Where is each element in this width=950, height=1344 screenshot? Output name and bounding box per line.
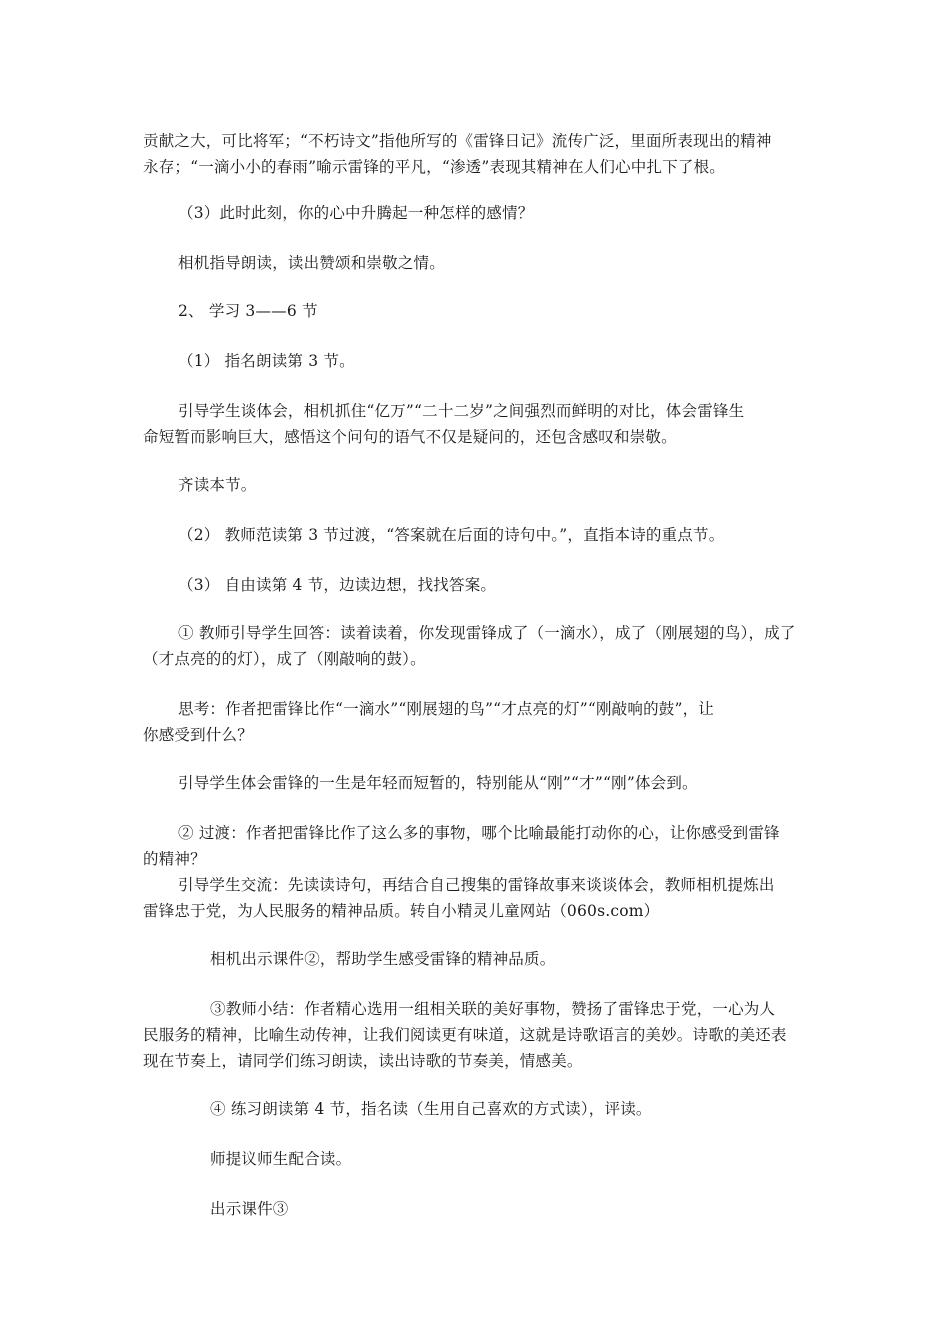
- text-line: （才点亮的的灯），成了（刚敲响的鼓）。: [143, 650, 426, 668]
- paragraph-courseware-3: [210, 1196, 878, 1222]
- text-line: 相机指导朗读，读出赞颂和崇敬之情。: [178, 254, 445, 272]
- text-line: 引导学生谈体会，相机抓住“亿万”“二十二岁”之间强烈而鲜明的对比，体会雷锋生: [178, 402, 745, 420]
- text-line: （1） 指名朗读第 3 节。: [178, 352, 355, 370]
- paragraph-step-1: [178, 348, 846, 374]
- text-line: ③教师小结：作者精心选用一组相关联的美好事物，赞扬了雷锋忠于党，一心为人: [210, 1000, 776, 1018]
- paragraph-transition-2: [143, 820, 811, 872]
- paragraph-exchange: [143, 872, 811, 924]
- text-line: 贡献之大，可比将军；“不朽诗文”指他所写的《雷锋日记》流传广泛，里面所表现出的精神: [143, 132, 772, 150]
- paragraph-read-together: [178, 472, 846, 498]
- text-line: ④ 练习朗读第 4 节，指名读（生用自己喜欢的方式读），评读。: [210, 1100, 652, 1118]
- paragraph-guide-reading: [178, 250, 846, 276]
- text-line: 命短暂而影响巨大，感悟这个问句的语气不仅是疑问的，还包含感叹和崇敬。: [143, 428, 677, 446]
- text-line: 师提议师生配合读。: [210, 1150, 352, 1168]
- text-line: ② 过渡：作者把雷锋比作了这么多的事物，哪个比喻最能打动你的心，让你感受到雷锋: [178, 824, 780, 842]
- paragraph-summary-3: [143, 996, 811, 1074]
- paragraph-contrast: [143, 398, 811, 450]
- text-line: 思考：作者把雷锋比作“一滴水”“刚展翅的鸟”“才点亮的灯”“刚敲响的鼓”，让: [178, 700, 714, 718]
- text-line: 引导学生体会雷锋的一生是年轻而短暂的，特别能从“刚”“才”“刚”体会到。: [178, 774, 698, 792]
- text-line: （3）此时此刻，你的心中升腾起一种怎样的感情？: [178, 204, 534, 222]
- text-line: ① 教师引导学生回答：读着读着，你发现雷锋成了（一滴水），成了（刚展翅的鸟），成了: [178, 624, 796, 642]
- text-line: 相机出示课件②，帮助学生感受雷锋的精神品质。: [210, 950, 556, 968]
- text-line: 雷锋忠于党，为人民服务的精神品质。转自小精灵儿童网站（060s.com）: [143, 902, 660, 920]
- paragraph-contribution: [143, 128, 811, 180]
- text-line: （2） 教师范读第 3 节过渡，“答案就在后面的诗句中。”，直指本诗的重点节。: [178, 526, 725, 544]
- paragraph-step-3: [178, 572, 846, 598]
- text-line: 齐读本节。: [178, 476, 257, 494]
- text-line: 的精神？: [143, 850, 206, 868]
- paragraph-practice-4: [210, 1096, 878, 1122]
- paragraph-answer-1: [143, 620, 811, 672]
- text-line: 永存；“一滴小小的春雨”喻示雷锋的平凡，“渗透”表现其精神在人们心中扎下了根。: [143, 158, 725, 176]
- text-line: 出示课件③: [210, 1200, 289, 1218]
- text-line: 引导学生交流：先读读诗句，再结合自己搜集的雷锋故事来谈谈体会，教师相机提炼出: [178, 876, 775, 894]
- text-line: 民服务的精神，比喻生动传神，让我们阅读更有味道，这就是诗歌语言的美妙。诗歌的美还表: [143, 1026, 787, 1044]
- paragraph-young-life: [178, 770, 846, 796]
- paragraph-question-3: [178, 200, 846, 226]
- paragraph-courseware-2: [210, 946, 878, 972]
- text-line: 现在节奏上，请同学们练习朗读，读出诗歌的节奏美，情感美。: [143, 1052, 583, 1070]
- paragraph-section-2: [178, 298, 846, 324]
- text-line: 2、 学习 3——6 节: [178, 302, 318, 320]
- paragraph-cooperative-reading: [210, 1146, 878, 1172]
- paragraph-step-2: [178, 522, 846, 548]
- paragraph-think: [143, 696, 811, 748]
- text-line: （3） 自由读第 4 节，边读边想，找找答案。: [178, 576, 497, 594]
- text-line: 你感受到什么？: [143, 726, 253, 744]
